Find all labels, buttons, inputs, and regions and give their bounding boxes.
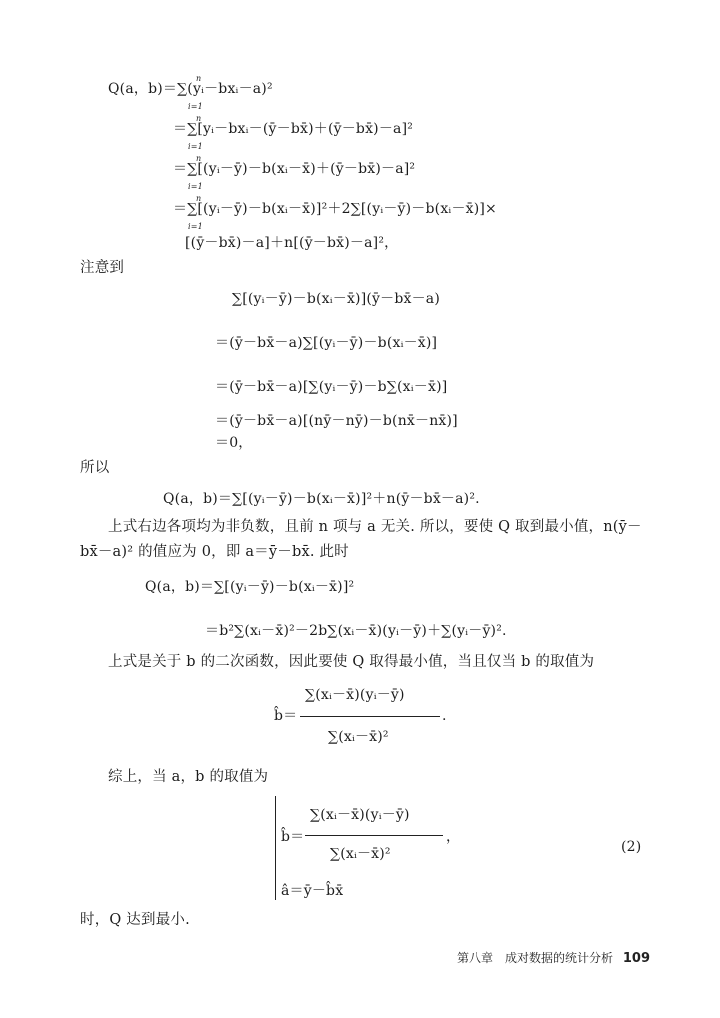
sum-index-upper: n (196, 194, 202, 203)
derivation-line-2: ＝∑[yᵢ－bxᵢ－(ȳ－bx̄)＋(ȳ－bx̄)－a]² (173, 121, 414, 137)
sum-index-upper: n (196, 74, 202, 83)
q-formula-line-2: ＝b²∑(xᵢ－x̄)²－2b∑(xᵢ－x̄)(yᵢ－ȳ)＋∑(yᵢ－ȳ)². (205, 623, 507, 639)
note-line-2: ＝(ȳ－bx̄－a)∑[(yᵢ－ȳ)－b(xᵢ－x̄)] (215, 335, 438, 351)
sum-index-lower: i=1 (188, 142, 203, 151)
system-b-comma: ， (446, 829, 461, 845)
sum-index-upper: n (196, 154, 202, 163)
bhat-lhs: b̂＝ (274, 708, 298, 724)
fraction-bar (300, 716, 440, 717)
so-formula: Q(a，b)＝∑[(yᵢ－ȳ)－b(xᵢ－x̄)]²＋n(ȳ－bx̄－a)². (163, 491, 480, 507)
system-b-lhs: b̂＝ (281, 829, 305, 845)
paragraph-2: 上式是关于 b 的二次函数，因此要使 Q 取得最小值，当且仅当 b 的取值为 (108, 654, 595, 670)
sum-index-lower: i=1 (188, 182, 203, 191)
bhat-numerator: ∑(xᵢ－x̄)(yᵢ－ȳ) (305, 687, 405, 703)
chapter-title: 第八章 成对数据的统计分析 (457, 951, 614, 965)
system-a-line: â＝ȳ－b̂x̄ (281, 883, 344, 899)
note-line-3: ＝(ȳ－bx̄－a)[∑(yᵢ－ȳ)－b∑(xᵢ－x̄)] (215, 379, 448, 395)
equation-number: (2) (621, 839, 642, 855)
sum-index-upper: n (196, 114, 202, 123)
note-label: 注意到 (80, 260, 125, 276)
system-brace (275, 796, 276, 900)
paragraph-1-line-2: bx̄－a)² 的值应为 0，即 a＝ȳ－bx̄. 此时 (80, 544, 349, 560)
q-formula-line-1: Q(a，b)＝∑[(yᵢ－ȳ)－b(xᵢ－x̄)]² (145, 579, 355, 595)
page-number: 109 (622, 951, 650, 966)
note-line-1: ∑[(yᵢ－ȳ)－b(xᵢ－x̄)](ȳ－bx̄－a) (232, 291, 441, 307)
system-b-numerator: ∑(xᵢ－x̄)(yᵢ－ȳ) (310, 807, 410, 823)
derivation-line-3: ＝∑[(yᵢ－ȳ)－b(xᵢ－x̄)＋(ȳ－bx̄)－a]² (173, 161, 416, 177)
sum-index-lower: i=1 (188, 102, 203, 111)
bhat-denominator: ∑(xᵢ－x̄)² (328, 729, 389, 745)
conclusion: 时，Q 达到最小. (80, 912, 190, 928)
bhat-period: . (442, 708, 447, 724)
derivation-line-4: ＝∑[(yᵢ－ȳ)－b(xᵢ－x̄)]²＋2∑[(yᵢ－ȳ)－b(xᵢ－x̄)]× (173, 201, 497, 217)
derivation-line-5: [(ȳ－bx̄)－a]＋n[(ȳ－bx̄)－a]²， (185, 235, 399, 251)
paragraph-3: 综上，当 a，b 的取值为 (108, 769, 269, 785)
so-label: 所以 (80, 460, 110, 476)
sum-index-lower: i=1 (188, 222, 203, 231)
note-line-4: ＝(ȳ－bx̄－a)[(nȳ－nȳ)－b(nx̄－nx̄)] (215, 413, 458, 429)
page-footer (457, 949, 650, 966)
note-line-5: ＝0， (215, 435, 253, 451)
system-fraction-bar (305, 835, 443, 836)
system-b-denominator: ∑(xᵢ－x̄)² (330, 846, 391, 862)
derivation-line-1: Q(a，b)＝∑(yᵢ－bxᵢ－a)² (108, 81, 273, 97)
paragraph-1-line-1: 上式右边各项均为非负数，且前 n 项与 a 无关. 所以，要使 Q 取到最小值，n(ȳ－ (108, 519, 642, 535)
